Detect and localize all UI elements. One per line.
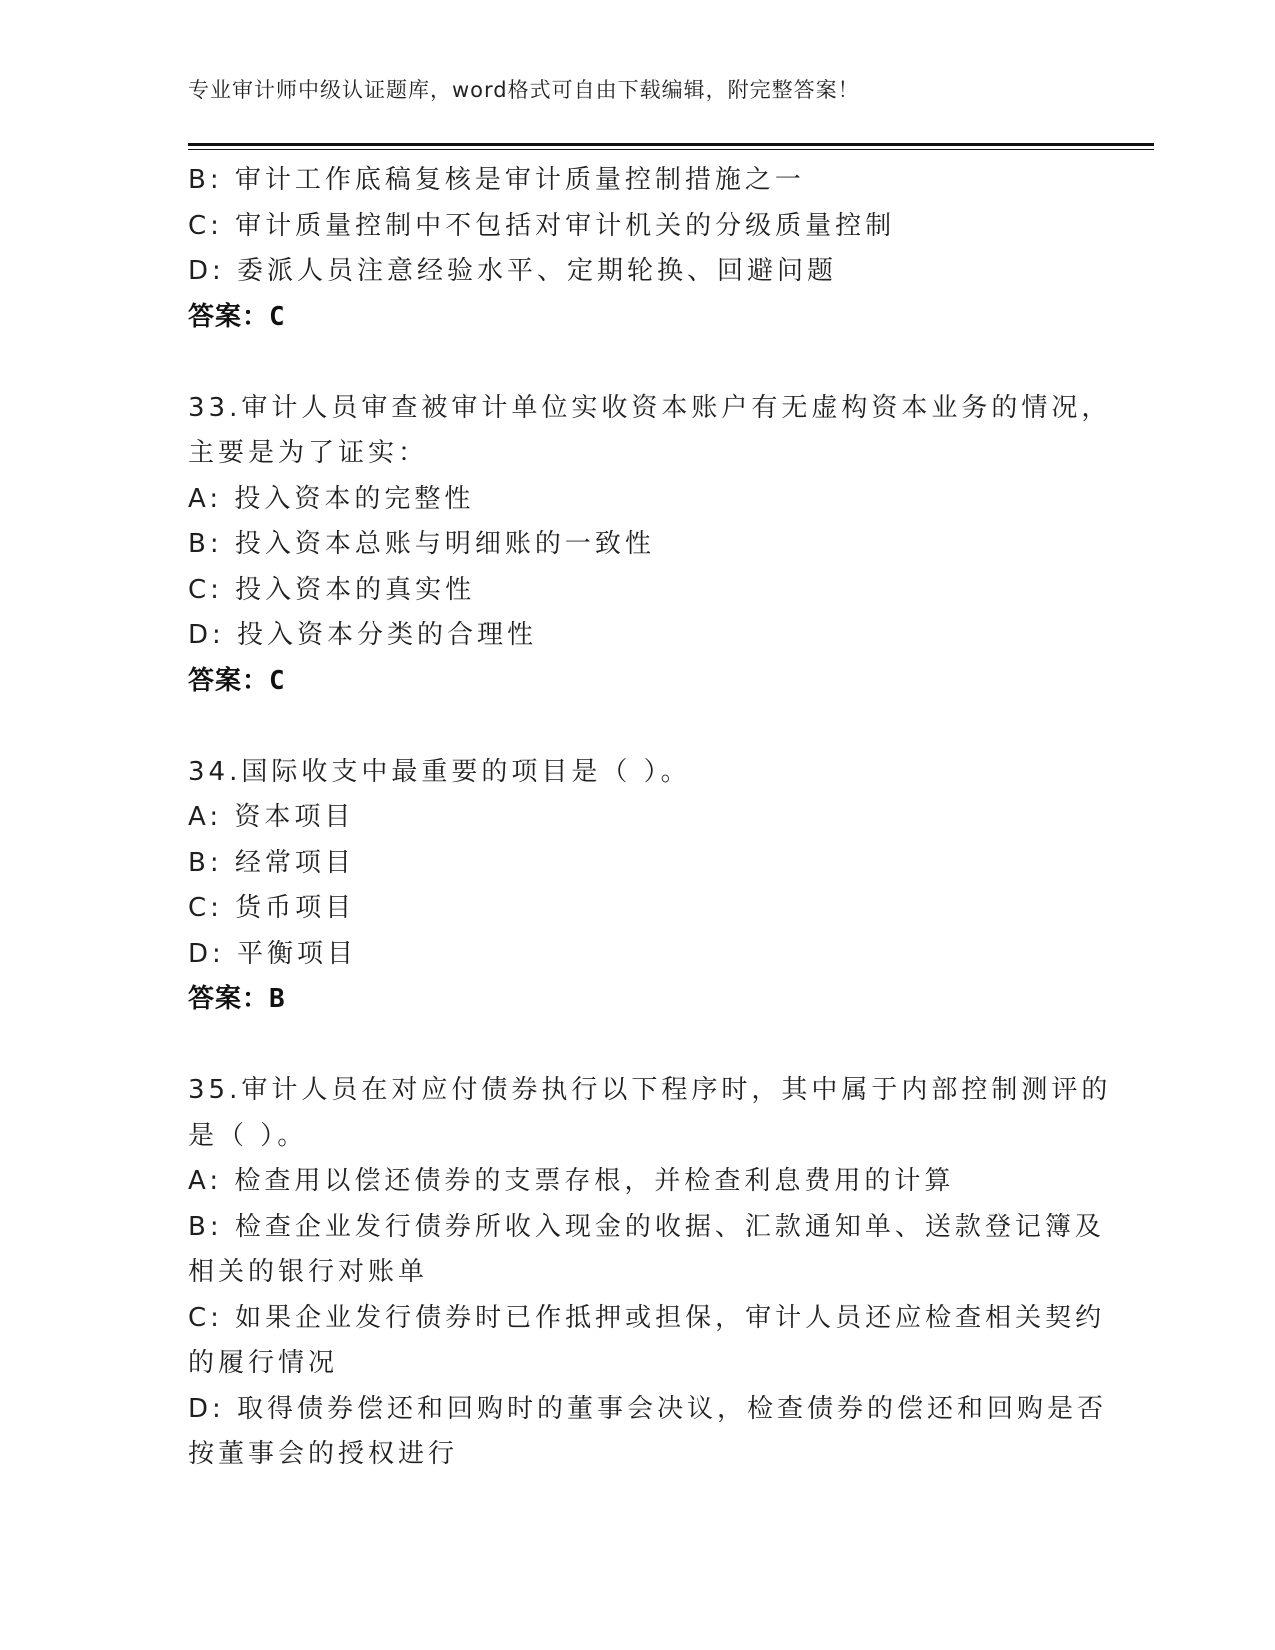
option-a: A: 投入资本的完整性 bbox=[188, 483, 475, 514]
answer-label: 答案： bbox=[188, 984, 270, 1014]
question-34 bbox=[188, 750, 1088, 1023]
answer-value: C bbox=[269, 665, 286, 696]
page-header: 专业审计师中级认证题库，word格式可自由下载编辑，附完整答案！ bbox=[188, 78, 860, 102]
question-content bbox=[188, 158, 1112, 1478]
option-b: B: 投入资本总账与明细账的一致性 bbox=[188, 529, 655, 559]
question-stem: 33.审计人员审查被审计单位实收资本账户有无虚构资本业务的情况， bbox=[188, 392, 1112, 423]
option-d: D: 委派人员注意经验水平、定期轮换、回避问题 bbox=[188, 256, 838, 286]
question-stem: 34.国际收支中最重要的项目是（ ）。 bbox=[188, 756, 691, 787]
spacer bbox=[188, 340, 1088, 386]
option-c: C: 审计质量控制中不包括对审计机关的分级质量控制 bbox=[188, 210, 896, 241]
option-d: D: 取得债券偿还和回购时的董事会决议，检查债券的偿还和回购是否 bbox=[188, 1393, 1108, 1424]
header-rule-thin bbox=[188, 149, 1154, 150]
option-c-continued: 的履行情况 bbox=[188, 1348, 339, 1378]
option-d: D: 平衡项目 bbox=[188, 938, 358, 969]
spacer bbox=[188, 704, 1088, 750]
option-b: B: 审计工作底稿复核是审计质量控制措施之一 bbox=[188, 165, 805, 195]
question-stem: 主要是为了证实： bbox=[188, 438, 429, 468]
answer-label: 答案： bbox=[188, 665, 270, 696]
option-b: B: 经常项目 bbox=[188, 847, 355, 878]
answer-line bbox=[188, 977, 1088, 1023]
option-c: C: 如果企业发行债券时已作抵押或担保，审计人员还应检查相关契约 bbox=[188, 1302, 1106, 1333]
option-c: C: 投入资本的真实性 bbox=[188, 574, 476, 605]
option-b-continued: 相关的银行对账单 bbox=[188, 1257, 429, 1287]
answer-value: B bbox=[269, 984, 286, 1014]
question-33 bbox=[188, 386, 1112, 705]
option-b: B: 检查企业发行债券所收入现金的收据、汇款通知单、送款登记簿及 bbox=[188, 1211, 1105, 1242]
question-stem: 35.审计人员在对应付债券执行以下程序时，其中属于内部控制测评的 bbox=[188, 1075, 1112, 1105]
option-a: A: 资本项目 bbox=[188, 802, 355, 832]
option-d: D: 投入资本分类的合理性 bbox=[188, 620, 538, 650]
header-rule-thick bbox=[188, 143, 1154, 146]
question-32-continued bbox=[188, 158, 1088, 340]
question-stem: 是（ ）。 bbox=[188, 1120, 308, 1151]
option-d-continued: 按董事会的授权进行 bbox=[188, 1439, 459, 1469]
option-a: A: 检查用以偿还债券的支票存根，并检查利息费用的计算 bbox=[188, 1166, 955, 1196]
answer-line bbox=[188, 659, 1088, 705]
option-c: C: 货币项目 bbox=[188, 893, 356, 923]
question-35 bbox=[188, 1068, 1112, 1478]
spacer bbox=[188, 1023, 1088, 1069]
answer-label: 答案： bbox=[188, 301, 270, 332]
answer-line bbox=[188, 295, 1088, 341]
answer-value: C bbox=[269, 301, 286, 332]
